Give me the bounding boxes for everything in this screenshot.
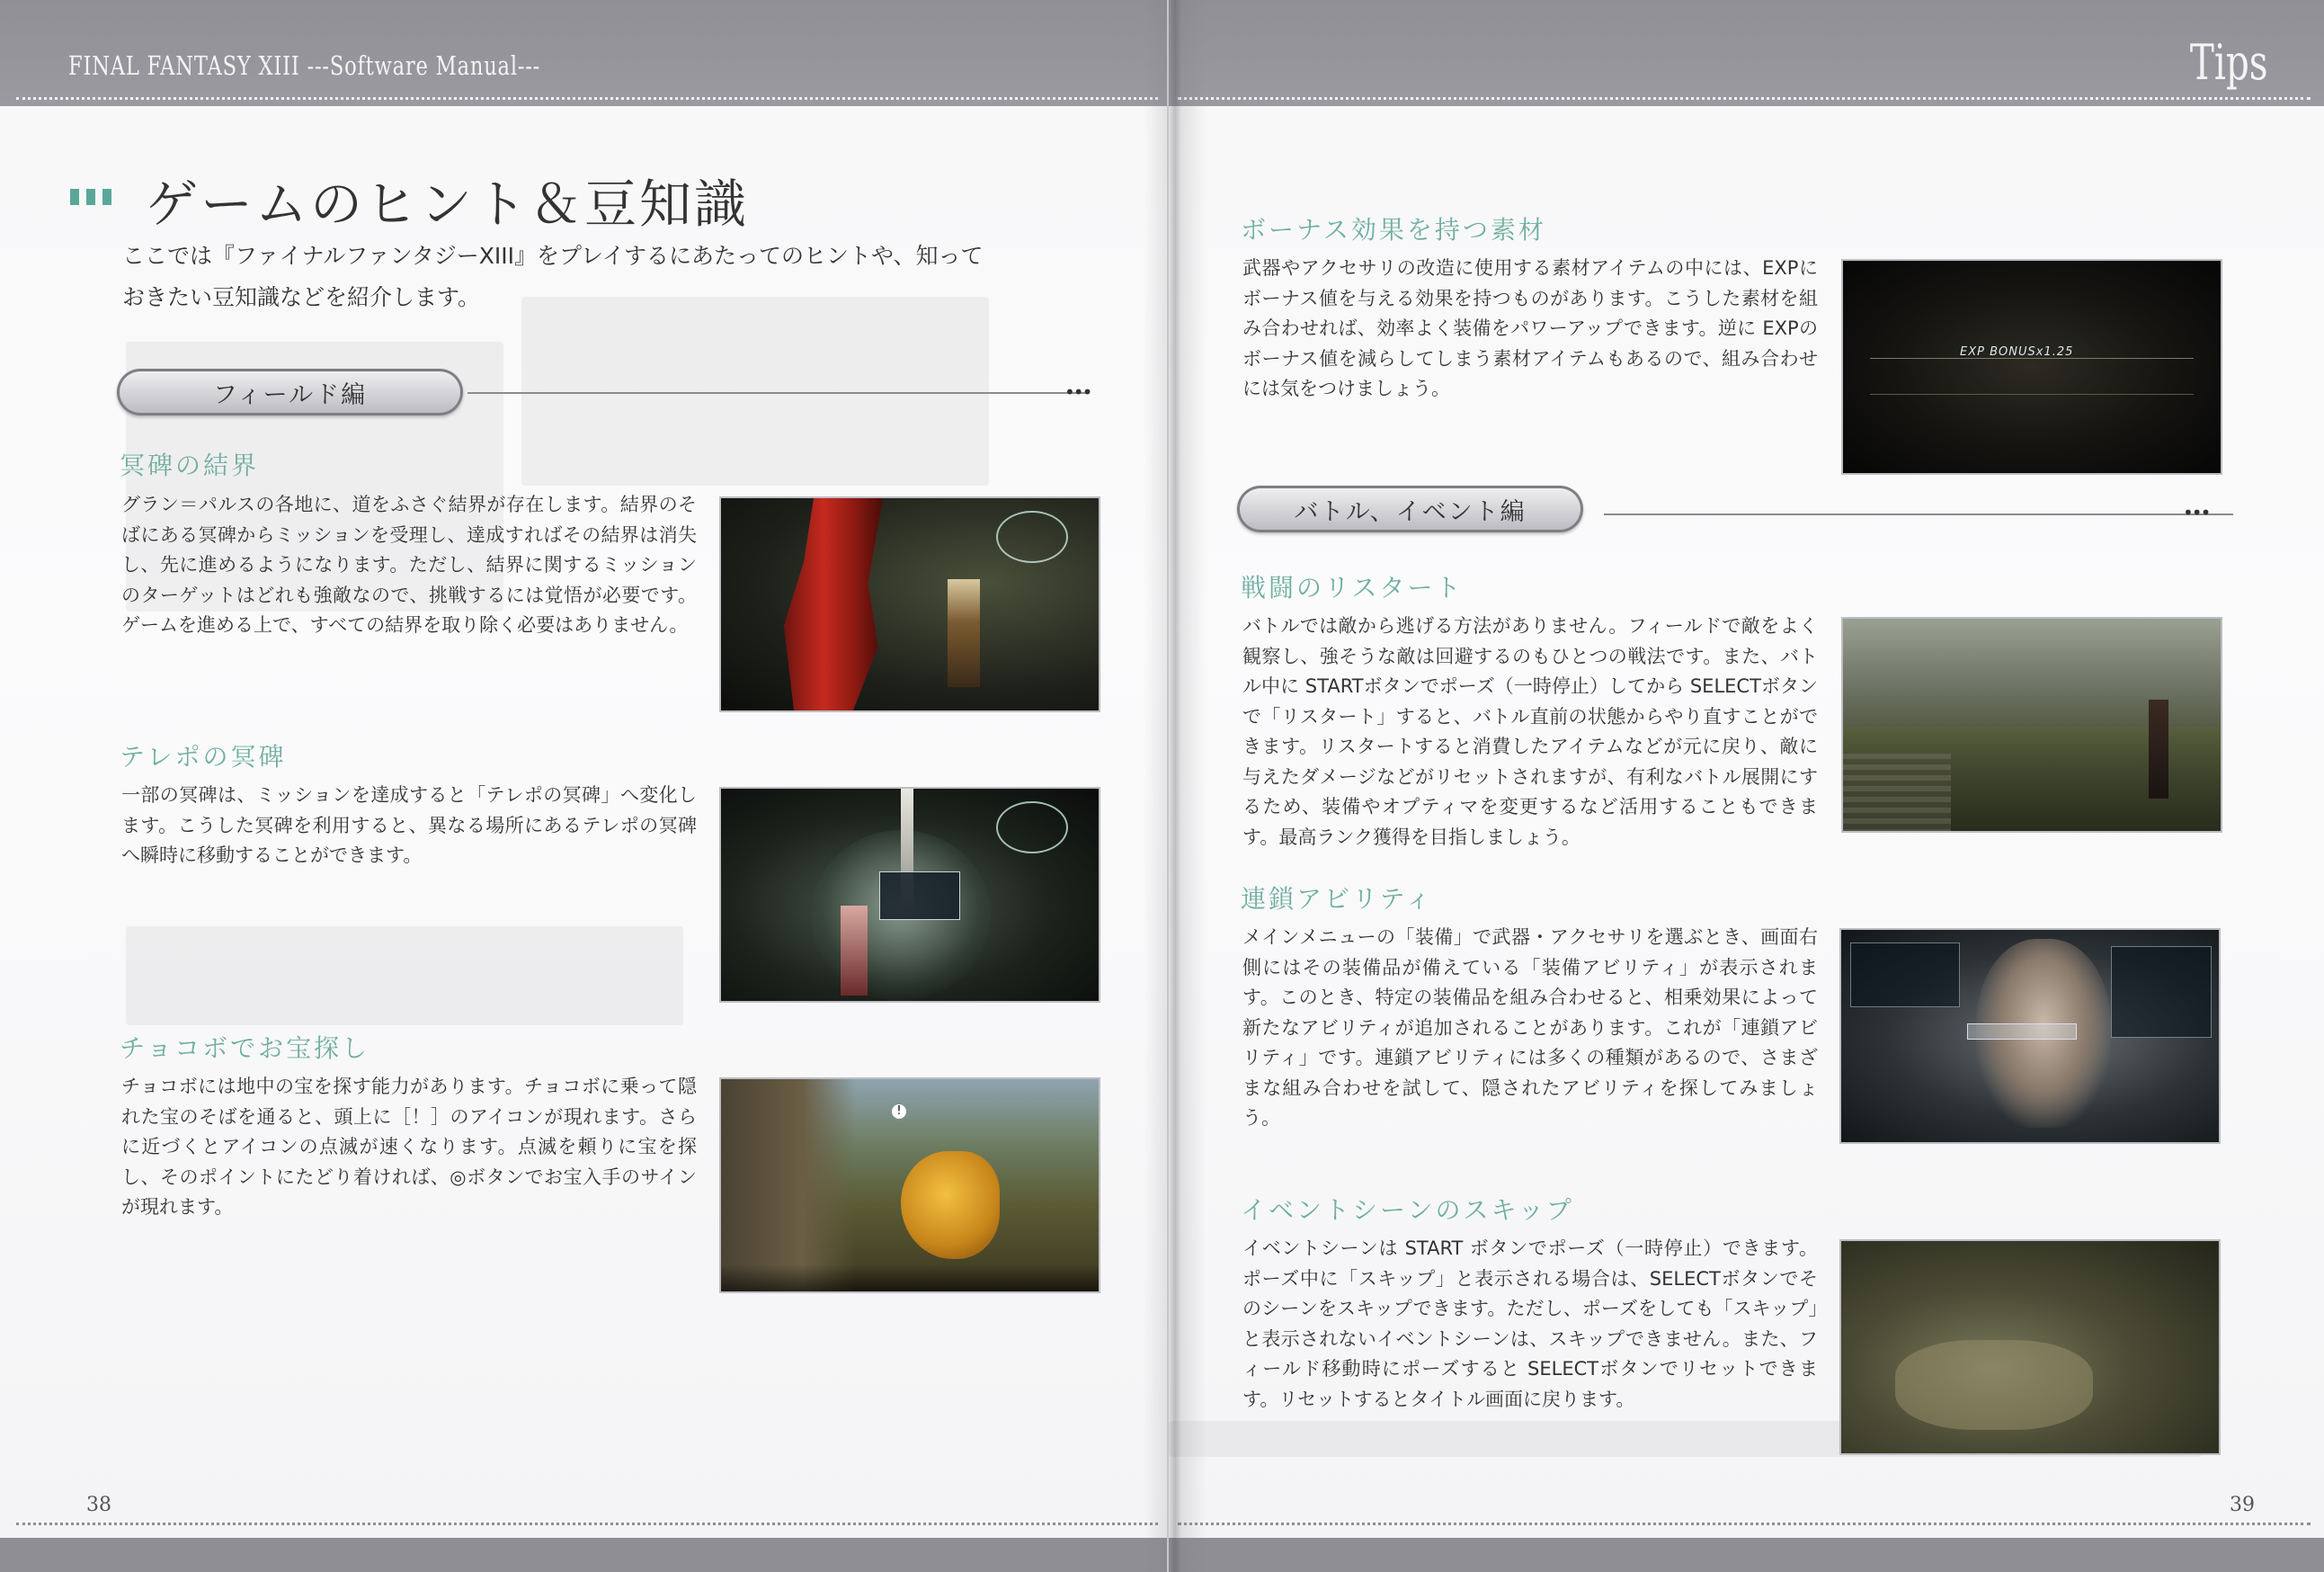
screenshot-equip-menu	[1839, 928, 2221, 1144]
screenshot-chocobo	[719, 1077, 1100, 1293]
tip-text: 一部の冥碑は、ミッションを達成すると「テレポの冥碑」へ変化します。こうした冥碑を利用すると、異なる場所にあるテレポの冥碑へ瞬時に移動することができます。	[121, 784, 697, 866]
tip-heading: イベントシーンのスキップ	[1241, 1195, 1574, 1225]
tip-text: チョコボには地中の宝を探す能力があります。チョコボに乗って隠れた宝のそばを通ると、頭上に［！］のアイコンが現れます。さらに近づくとアイコンの点滅が速くなります。点滅を頼りに宝を探し、そのポイントにたどり着ければ、◎ボタンでお宝入手のサインが現れます。	[121, 1076, 697, 1218]
footer-band	[1169, 1538, 2324, 1572]
rule-dots-icon: •••	[1064, 381, 1091, 403]
section-label-field: フィールド編	[117, 369, 463, 415]
tip-text: グラン＝パルスの各地に、道をふさぐ結界が存在します。結界のそばにある冥碑からミッションを受理し、達成すればその結界は消失し、先に進めるようになります。ただし、結界に関するミッションのターゲットはどれも強敵なので、挑戦するには覚悟が必要です。ゲームを進める上で、すべての結界を取り除く必要はありません。	[121, 494, 697, 636]
tip-text: イベントシーンは START ボタンでポーズ（一時停止）できます。ポーズ中に「スキップ」と表示される場合は、SELECTボタンでそのシーンをスキップできます。ただし、ポーズをしても「スキップ」と表示されないイベントシーンは、スキップできません。また、フィールド移動時にポーズすると SELECTボタンでリセットできます。リセットするとタイトル画面に戻ります。	[1242, 1237, 1818, 1410]
hud-map-icon	[996, 801, 1068, 853]
tip-heading: 連鎖アビリティ	[1241, 884, 1434, 914]
tip-heading: ボーナス効果を持つ素材	[1241, 215, 1546, 245]
exclamation-icon: !	[892, 1104, 906, 1119]
right-page	[1169, 0, 2324, 1572]
screenshot-barrier	[719, 496, 1100, 712]
page-number: 38	[86, 1494, 111, 1516]
footer-dotted-rule	[16, 1523, 1158, 1525]
header-dotted-rule	[16, 97, 1158, 100]
screenshot-event-scene	[1839, 1239, 2221, 1455]
intro-text: ここでは『ファイナルファンタジーXIII』をプレイするにあたってのヒントや、知っておきたい豆知識などを紹介します。	[122, 243, 984, 310]
tip-text: メインメニューの「装備」で武器・アクセサリを選ぶとき、画面右側にはその装備品が備えている「装備アビリティ」が表示されます。このとき、特定の装備品を組み合わせると、相乗効果によって新たなアビリティが追加されることがあります。これが「連鎖アビリティ」です。連鎖アビリティには多くの種類があるので、さまざまな組み合わせを試して、隠されたアビリティを探してみましょう。	[1242, 926, 1818, 1129]
screenshot-teleport	[719, 787, 1100, 1003]
exp-bonus-label: EXP BONUSx1.25	[1960, 345, 2074, 359]
screenshot-exp-bonus	[1841, 259, 2222, 475]
page-number: 39	[2230, 1494, 2255, 1516]
header-dotted-rule	[1178, 97, 2311, 100]
section-rule	[1604, 514, 2233, 515]
tip-heading: チョコボでお宝探し	[120, 1033, 370, 1063]
title-bullets	[70, 189, 111, 205]
page-title: ゲームのヒント＆豆知識	[146, 174, 750, 235]
tips-title: Tips	[2190, 34, 2268, 91]
tip-heading: 戦闘のリスタート	[1241, 573, 1464, 603]
tip-heading: 冥碑の結界	[120, 451, 260, 480]
screenshot-battle	[1841, 617, 2222, 833]
rule-dots-icon: •••	[2183, 502, 2210, 523]
footer-band	[0, 1538, 1167, 1572]
section-rule	[467, 392, 1088, 394]
manual-title: FINAL FANTASY XIII ---Software Manual---	[68, 50, 541, 81]
tip-text: バトルでは敵から逃げる方法がありません。フィールドで敵をよく観察し、強そうな敵は回避するのもひとつの戦法です。また、バトル中に STARTボタンでポーズ（一時停止）してから SELECTボタンで「リスタート」すると、バトル直前の状態からやり直すことができます。リスタートすると消費したアイテムなどが元に戻り、敵に与えたダメージなどがリセットされますが、有利なバトル展開にするため、装備やオプティマを変更するなど活用することもできます。最高ランク獲得を目指しましょう。	[1242, 615, 1818, 848]
header-band	[1169, 0, 2324, 106]
tip-text: 武器やアクセサリの改造に使用する素材アイテムの中には、EXPにボーナス値を与える効果を持つものがあります。こうした素材を組み合わせれば、効率よく装備をパワーアップできます。逆に EXPのボーナス値を減らしてしまう素材アイテムもあるので、組み合わせには気をつけましょう。	[1242, 257, 1818, 399]
bleed-through	[126, 926, 683, 1025]
tip-heading: テレポの冥碑	[120, 742, 287, 772]
footer-dotted-rule	[1178, 1523, 2311, 1525]
bleed-through	[521, 297, 989, 486]
hud-map-icon	[996, 511, 1068, 563]
section-label-battle: バトル、イベント編	[1237, 486, 1583, 532]
